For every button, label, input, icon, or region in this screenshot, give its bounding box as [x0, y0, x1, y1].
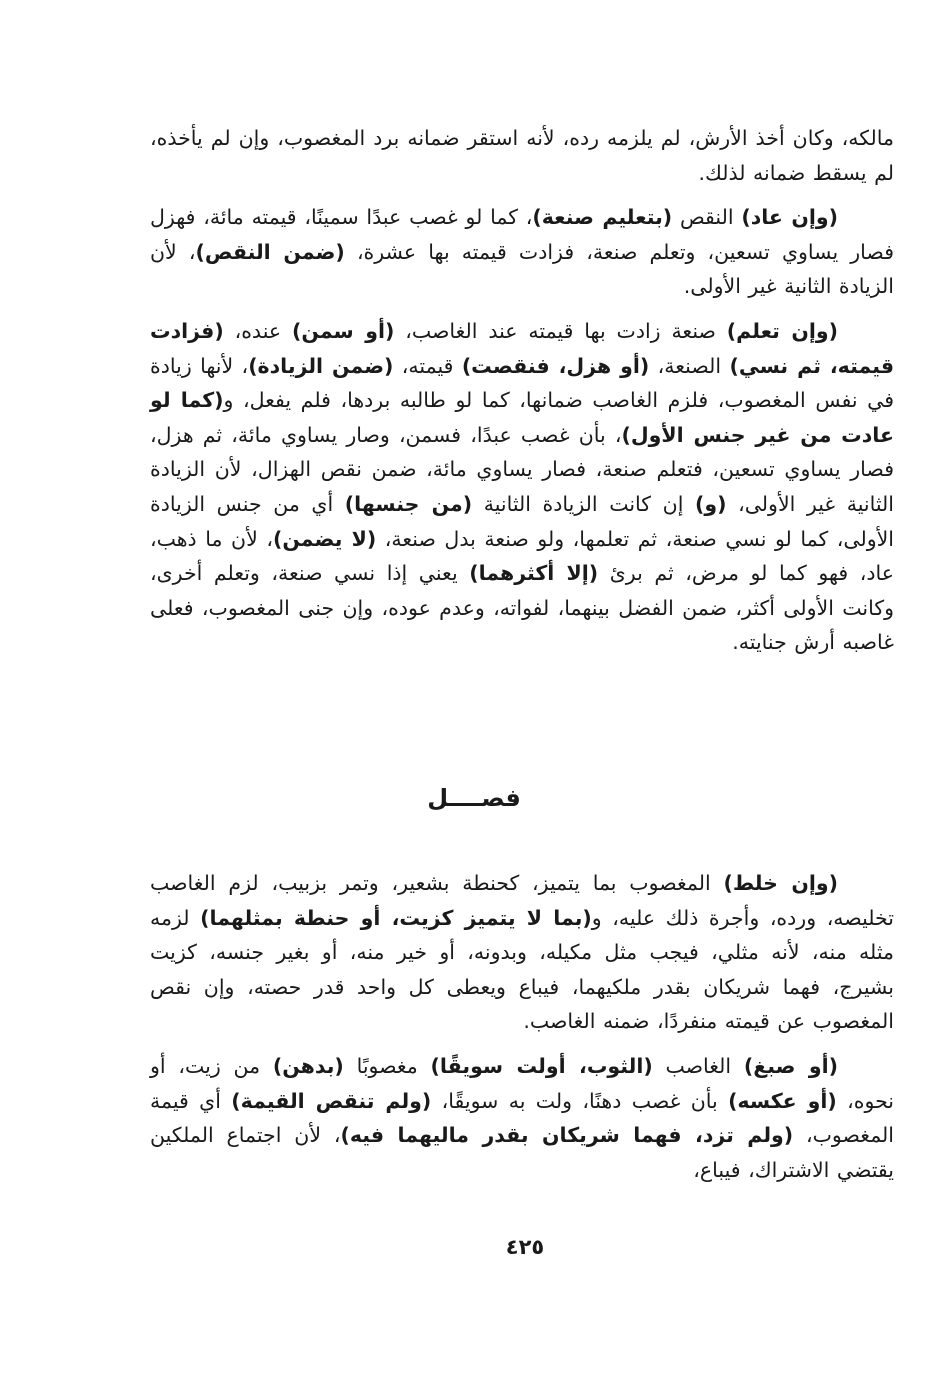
page-number: ٤٢٥ [505, 1235, 545, 1259]
paragraph: (وإن خلط) المغصوب بما يتميز، كحنطة بشعير، وتمر بزبيب، لزم الغاصب تخليصه، ورده، وأجرة ذلك عليه، و(بما لا يتميز كزيت، أو حنطة بمثلهما) لزمه مثله منه، لأنه مثلي، فيجب مثل مكيله، وبدونه، أو خير منه، أو بغير جنسه، كزيت بشيرج، فهما شريكان بقدر ملكيهما، فيباع ويعطى كل واحد قدر حصته، وإن نقص المغصوب عن قيمته منفردًا، ضمنه الغاصب. [150, 871, 894, 1034]
bold-term: (الثوب، أولت سويقًا) [430, 1053, 653, 1078]
bold-term: (أو صبغ) [743, 1053, 838, 1078]
section-heading: فصــــل [427, 784, 521, 812]
paragraph: (وإن تعلم) صنعة زادت بها قيمته عند الغاصب، (أو سمن) عنده، (فزادت قيمته، ثم نسي) الصنعة، (أو هزل، فنقصت) قيمته، (ضمن الزيادة)، لأنها زيادة في نفس المغصوب، فلزم الغاصب ضمانها، كما لو طالبه بردها، فلم يفعل، و(كما لو عادت من غير جنس الأول)، بأن غصب عبدًا، فسمن، وصار يساوي مائة، ثم هزل، فصار يساوي تسعين، فتعلم صنعة، فصار يساوي مائة، ضمن نقص الهزال، لأن الزيادة الثانية غير الأولى، (و) إن كانت الزيادة الثانية (من جنسها) أي من جنس الزيادة الأولى، كما لو نسي صنعة، ثم تعلمها، ولو صنعة بدل صنعة، (لا يضمن)، لأن ما ذهب، عاد، فهو كما لو مرض، ثم برئ (إلا أكثرهما) يعني إذا نسي صنعة، وتعلم أخرى، وكانت الأولى أكثر، ضمن الفضل بينهما، لفواته، وعدم عوده، وإن جنى المغصوب، فعلى غاصبه أرش جنايته. [150, 318, 895, 655]
bold-term: (من جنسها) [344, 491, 473, 516]
bold-term: (بتعليم صنعة) [532, 205, 673, 230]
text-block-upper [150, 121, 894, 670]
text-block-lower [150, 866, 894, 1197]
bold-term: (فزادت قيمته، ثم نسي) [150, 318, 895, 378]
bold-term: (أو عكسه) [728, 1088, 837, 1113]
bold-term: (ضمن الزيادة) [248, 353, 394, 378]
bold-term: (وإن تعلم) [726, 318, 839, 343]
paragraph: (أو صبغ) الغاصب (الثوب، أولت سويقًا) مغصوبًا (بدهن) من زيت، أو نحوه، (أو عكسه) بأن غصب دهنًا، ولت به سويقًا، (ولم تنقص القيمة) أي قيمة المغصوب، (ولم تزد، فهما شريكان بقدر ماليهما فيه)، لأن اجتماع الملكين يقتضي الاشتراك، فيباع، [150, 1053, 895, 1182]
bold-term: (ولم تنقص القيمة) [231, 1088, 432, 1113]
bold-term: (و) [695, 491, 727, 516]
bold-term: (كما لو عادت من غير جنس الأول) [150, 388, 894, 447]
bold-term: (وإن خلط) [723, 871, 838, 895]
bold-term: (بدهن) [272, 1053, 344, 1078]
bold-term: (ولم تزد، فهما شريكان بقدر ماليهما فيه) [340, 1123, 794, 1148]
bold-term: (لا يضمن) [272, 526, 377, 551]
bold-term: (أو سمن) [292, 318, 395, 343]
bold-term: (أو هزل، فنقصت) [461, 353, 650, 378]
paragraph: مالكه، وكان أخذ الأرش، لم يلزمه رده، لأنه استقر ضمانه برد المغصوب، وإن لم يأخذه، لم يسقط ضمانه لذلك. [150, 126, 894, 185]
bold-term: (وإن عاد) [741, 205, 838, 230]
paragraph: (وإن عاد) النقص (بتعليم صنعة)، كما لو غصب عبدًا سمينًا، قيمته مائة، فهزل فصار يساوي تسعين، وتعلم صنعة، فزادت قيمته بها عشرة، (ضمن النقص)، لأن الزيادة الثانية غير الأولى. [150, 205, 894, 299]
bold-term: (إلا أكثرهما) [469, 561, 599, 586]
bold-term: (بما لا يتميز كزيت، أو حنطة بمثلهما) [200, 905, 592, 930]
bold-term: (ضمن النقص) [195, 239, 345, 264]
